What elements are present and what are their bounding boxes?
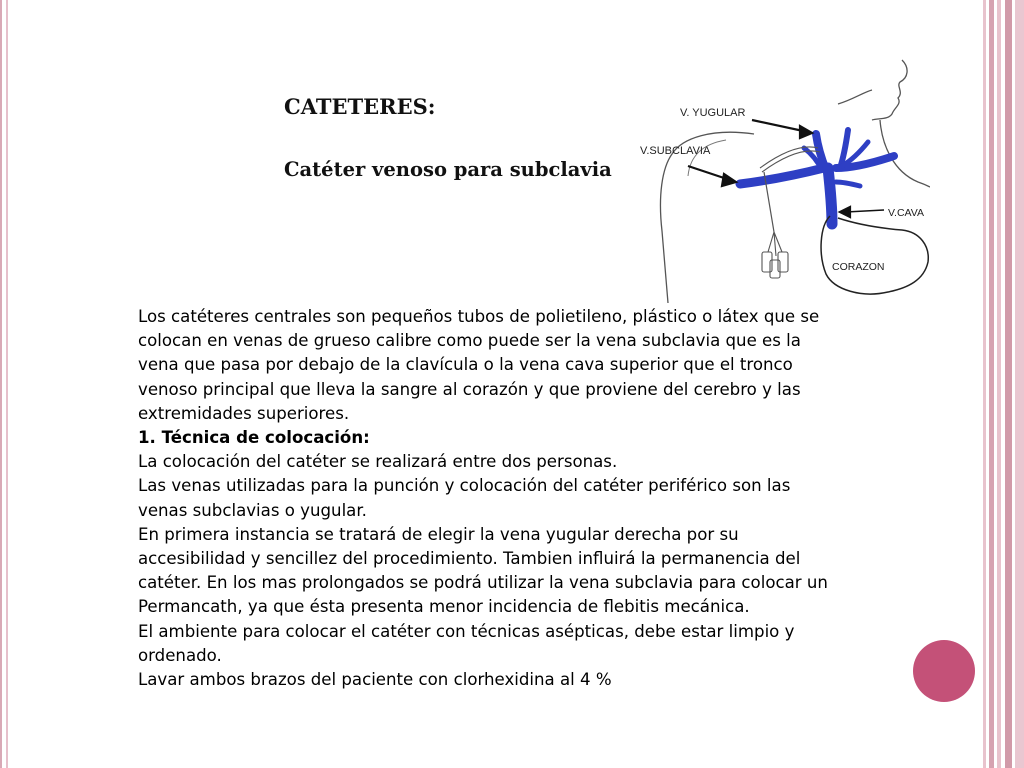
body-text [138,305,838,692]
section-heading: 1. Técnica de colocación: [138,428,370,448]
heart-outline [821,216,928,294]
paragraph: El ambiente para colocar el catéter con técnicas asépticas, debe estar limpio y ordenado. [138,621,795,665]
right-border-band [1015,0,1024,768]
paragraph: La colocación del catéter se realizará entre dos personas. [138,452,618,472]
catheter-anatomy-illustration [632,56,930,303]
paragraph: En primera instancia se tratará de elegir la vena yugular derecha por su accesibilidad y sencillez del procedimiento. Tambien influirá la permanencia del catéter. En los mas prolongados se podrá utilizar la vena subclavia para colocar un Permancath, ya que ésta presenta menor incidencia de flebitis mecánica. [138,524,828,617]
right-border-band [989,0,994,768]
arrow-head [800,126,812,138]
subclavian-vein [740,168,824,184]
right-border-band [983,0,986,768]
chin-line [838,90,872,104]
face-profile [872,60,907,120]
paragraph: Lavar ambos brazos del paciente con clorhexidina al 4 % [138,670,612,690]
slide-subtitle: Catéter venoso para subclavia [284,158,612,181]
decorative-circle [913,640,975,702]
arrow-head [722,174,736,186]
label-yugular: V. YUGULAR [680,107,746,119]
label-cava: V.CAVA [888,207,924,219]
arrow-line [846,210,884,212]
paragraph: Las venas utilizadas para la punción y colocación del catéter periférico son las venas subclavias o yugular. [138,476,791,520]
label-subclavia: V.SUBCLAVIA [640,145,711,157]
left-border-line-inner [6,0,8,768]
cava-branch [836,182,860,186]
left-border-line [0,0,2,768]
arrow-head [840,207,850,217]
neck-line [880,120,930,187]
superior-vena-cava [828,168,832,224]
label-corazon: CORAZON [832,261,885,273]
right-border-band [1005,0,1012,768]
catheter-anatomy-diagram [632,56,930,303]
shoulder-outline [660,132,754,303]
slide-title: CATETERES: [284,94,436,119]
right-border-band [997,0,1001,768]
paragraph-intro: Los catéteres centrales son pequeños tubos de polietileno, plástico o látex que se colocan en venas de grueso calibre como puede ser la vena subclavia que es la vena que pasa por debajo de la clavícula o la vena cava superior que el tronco venoso principal que lleva la sangre al corazón y que proviene del cerebro y las extremidades superiores. [138,307,820,423]
